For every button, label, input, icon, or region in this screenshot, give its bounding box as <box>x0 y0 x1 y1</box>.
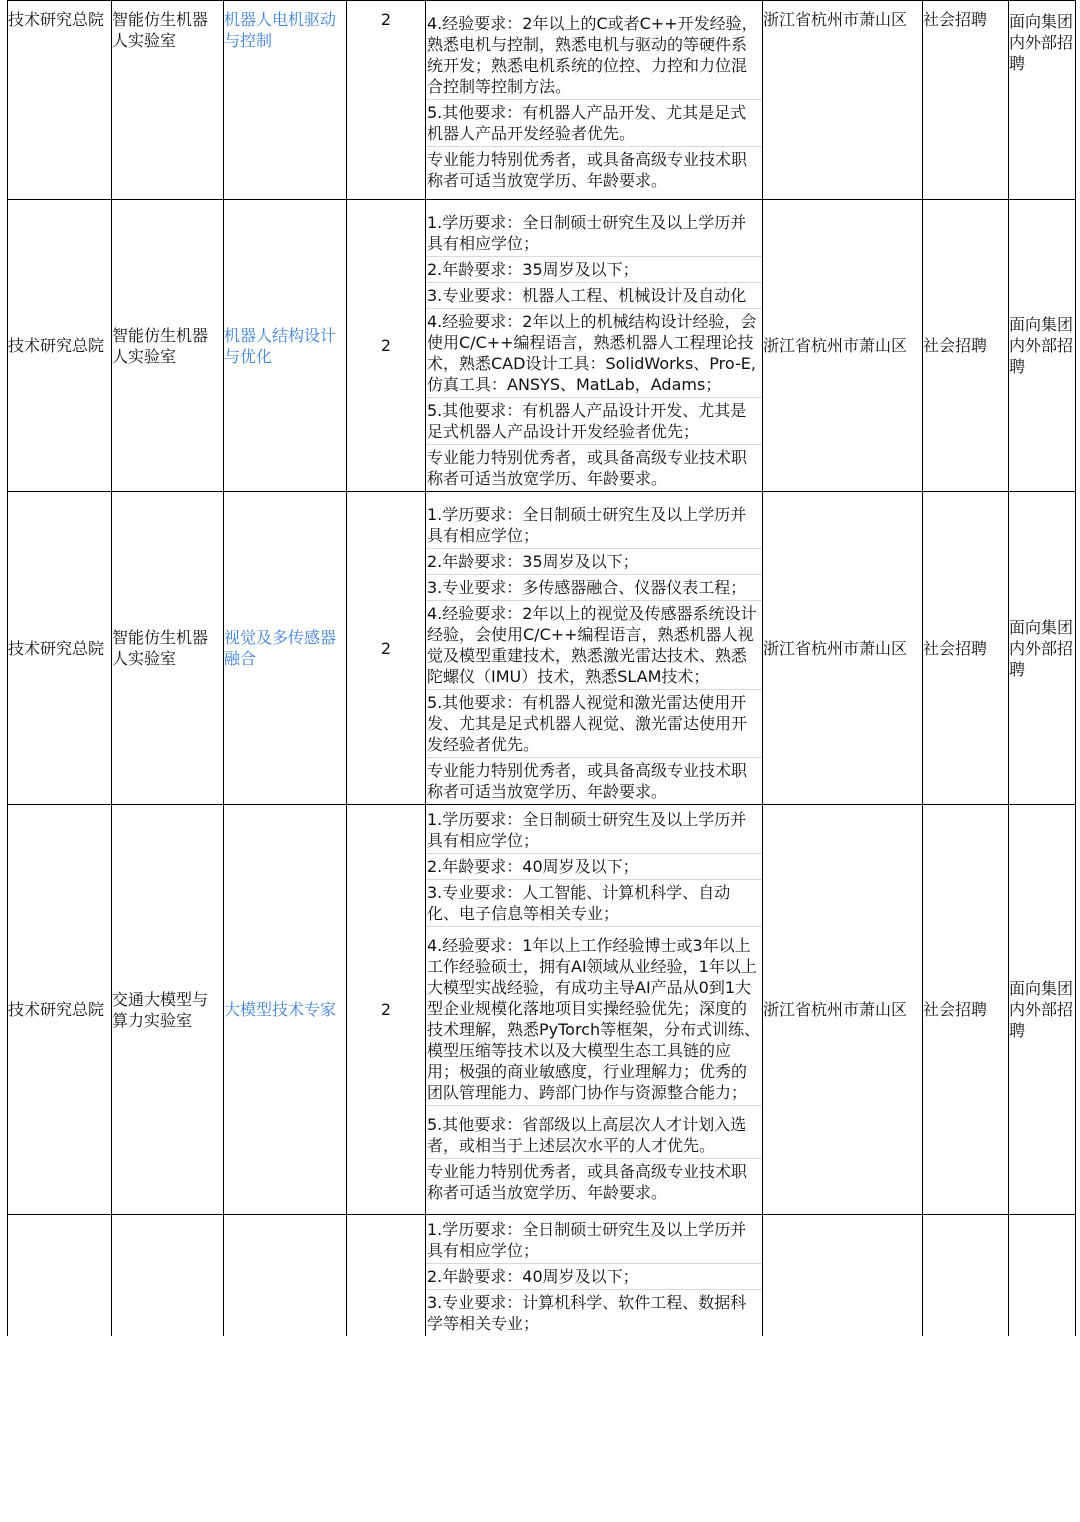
recruit-scope-cell: 面向集团内外部招聘 <box>1009 1 1076 200</box>
lab-cell <box>112 1215 224 1337</box>
headcount-cell: 2 <box>347 805 426 1215</box>
division-cell: 技术研究总院 <box>8 492 112 805</box>
requirement-item: 1.学历要求：全日制硕士研究生及以上学历并具有相应学位； <box>427 213 747 253</box>
location-cell: 浙江省杭州市萧山区 <box>763 805 923 1215</box>
position-link[interactable] <box>224 1215 347 1337</box>
lab-cell: 智能仿生机器人实验室 <box>112 492 224 805</box>
requirement-item: 3.专业要求：机器人工程、机械设计及自动化 <box>426 282 762 308</box>
requirement-item: 3.专业要求：人工智能、计算机科学、自动化、电子信息等相关专业； <box>426 879 762 926</box>
table-row <box>8 1215 1076 1337</box>
recruit-scope-cell: 面向集团内外部招聘 <box>1009 805 1076 1215</box>
headcount-cell: 2 <box>347 1 426 200</box>
position-link[interactable]: 大模型技术专家 <box>224 805 347 1215</box>
requirement-item: 专业能力特别优秀者，或具备高级专业技术职称者可适当放宽学历、年龄要求。 <box>426 1158 762 1205</box>
requirement-item: 1.学历要求：全日制硕士研究生及以上学历并具有相应学位； <box>427 505 747 545</box>
requirement-item: 专业能力特别优秀者，或具备高级专业技术职称者可适当放宽学历、年龄要求。 <box>426 146 762 193</box>
recruitment-table <box>7 0 1076 1336</box>
division-cell: 技术研究总院 <box>8 200 112 492</box>
headcount-cell <box>347 1215 426 1337</box>
recruit-type-cell: 社会招聘 <box>923 492 1009 805</box>
position-link[interactable]: 视觉及多传感器融合 <box>224 492 347 805</box>
table-row <box>8 1 1076 200</box>
requirement-item: 3.专业要求：多传感器融合、仪器仪表工程； <box>426 574 762 600</box>
requirement-item: 5.其他要求：有机器人视觉和激光雷达使用开发、尤其是足式机器人视觉、激光雷达使用开发经验者优先。 <box>426 689 762 757</box>
requirement-item: 2.年龄要求：35周岁及以下； <box>426 256 762 282</box>
requirement-item: 2.年龄要求：40周岁及以下； <box>426 853 762 879</box>
headcount-cell: 2 <box>347 492 426 805</box>
requirement-item: 5.其他要求：省部级以上高层次人才计划入选者，或相当于上述层次水平的人才优先。 <box>426 1105 762 1158</box>
requirement-item: 5.其他要求：有机器人产品开发、尤其是足式机器人产品开发经验者优先。 <box>426 99 762 146</box>
recruit-type-cell: 社会招聘 <box>923 805 1009 1215</box>
division-cell: 技术研究总院 <box>8 1 112 200</box>
recruit-type-cell: 社会招聘 <box>923 200 1009 492</box>
lab-cell: 智能仿生机器人实验室 <box>112 1 224 200</box>
requirement-item: 1.学历要求：全日制硕士研究生及以上学历并具有相应学位； <box>427 1220 747 1260</box>
requirements-cell <box>426 1215 763 1337</box>
requirements-cell <box>426 1 763 200</box>
requirement-item: 专业能力特别优秀者，或具备高级专业技术职称者可适当放宽学历、年龄要求。 <box>426 444 762 491</box>
recruit-type-cell <box>923 1215 1009 1337</box>
recruit-scope-cell: 面向集团内外部招聘 <box>1009 492 1076 805</box>
position-link[interactable]: 机器人电机驱动与控制 <box>224 1 347 200</box>
requirement-item: 4.经验要求：2年以上的C或者C++开发经验，熟悉电机与控制，熟悉电机与驱动的等硬件系统开发；熟悉电机系统的位控、力控和力位混合控制等控制方法。 <box>427 14 758 96</box>
recruit-scope-cell <box>1009 1215 1076 1337</box>
lab-cell: 智能仿生机器人实验室 <box>112 200 224 492</box>
division-cell: 技术研究总院 <box>8 805 112 1215</box>
location-cell: 浙江省杭州市萧山区 <box>763 1 923 200</box>
requirement-item: 4.经验要求：1年以上工作经验博士或3年以上工作经验硕士，拥有AI领域从业经验，1年以上大模型实战经验，有成功主导AI产品从0到1大型企业规模化落地项目实操经验优先；深度的技术理解，熟悉PyTorch等框架，分布式训练、模型压缩等技术以及大模型生态工具链的应用；极强的商业敏感度，行业理解力；优秀的团队管理能力、跨部门协作与资源整合能力； <box>426 926 762 1105</box>
recruit-type-cell: 社会招聘 <box>923 1 1009 200</box>
table-row <box>8 492 1076 805</box>
recruit-scope-cell: 面向集团内外部招聘 <box>1009 200 1076 492</box>
requirement-item: 2.年龄要求：35周岁及以下； <box>426 548 762 574</box>
table-row <box>8 200 1076 492</box>
headcount-cell: 2 <box>347 200 426 492</box>
requirement-item: 1.学历要求：全日制硕士研究生及以上学历并具有相应学位； <box>427 810 747 850</box>
lab-cell: 交通大模型与算力实验室 <box>112 805 224 1215</box>
requirement-item: 4.经验要求：2年以上的机械结构设计经验，会使用C/C++编程语言，熟悉机器人工程理论技术，熟悉CAD设计工具：SolidWorks、Pro-E,仿真工具：ANSYS、MatLab，Adams； <box>426 308 762 397</box>
requirement-item: 4.经验要求：2年以上的视觉及传感器系统设计经验，会使用C/C++编程语言，熟悉机器人视觉及模型重建技术，熟悉激光雷达技术、熟悉陀螺仪（IMU）技术，熟悉SLAM技术； <box>426 600 762 689</box>
requirement-item: 2.年龄要求：40周岁及以下； <box>426 1263 762 1289</box>
requirement-item: 5.其他要求：有机器人产品设计开发、尤其是足式机器人产品设计开发经验者优先； <box>426 397 762 444</box>
table-row <box>8 805 1076 1215</box>
location-cell: 浙江省杭州市萧山区 <box>763 200 923 492</box>
requirement-item: 3.专业要求：计算机科学、软件工程、数据科学等相关专业； <box>426 1289 762 1336</box>
requirements-cell <box>426 200 763 492</box>
requirement-item: 专业能力特别优秀者，或具备高级专业技术职称者可适当放宽学历、年龄要求。 <box>426 757 762 804</box>
location-cell: 浙江省杭州市萧山区 <box>763 492 923 805</box>
position-link[interactable]: 机器人结构设计与优化 <box>224 200 347 492</box>
requirements-cell <box>426 492 763 805</box>
requirements-cell <box>426 805 763 1215</box>
location-cell <box>763 1215 923 1337</box>
division-cell <box>8 1215 112 1337</box>
